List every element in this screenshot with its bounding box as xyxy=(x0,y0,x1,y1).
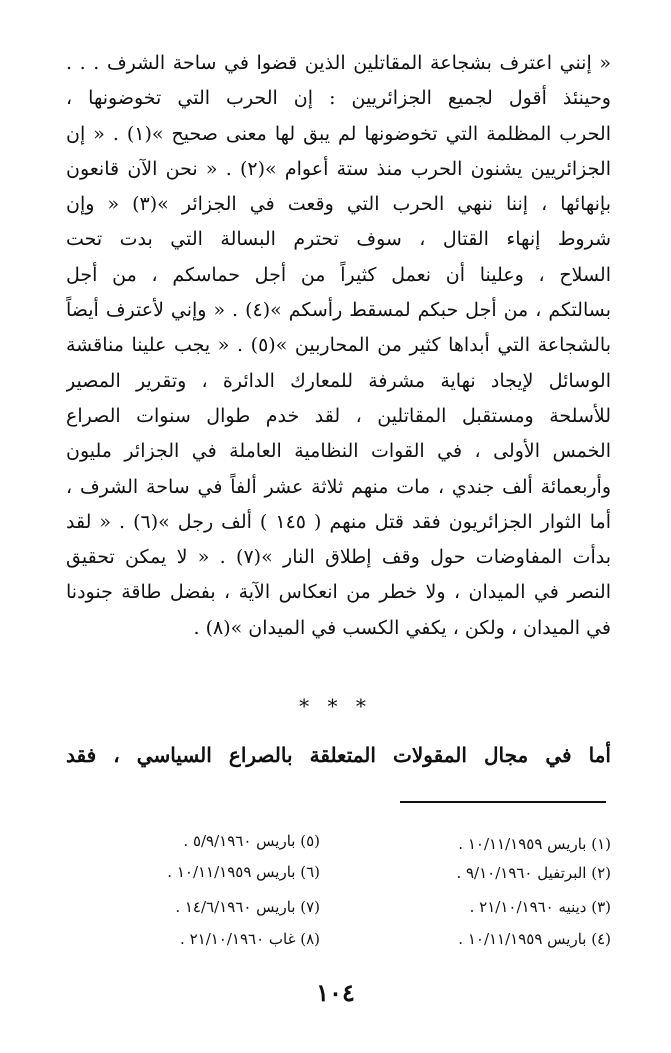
text-line: وأربعمائة ألف جندي ، مات منهم ثلاثة عشر ألفاً في ساحة الشرف ، xyxy=(66,475,611,498)
text-line: النصر في الميدان ، ولا خطر من انعكاس الآية ، بفضل طاقة جنودنا xyxy=(66,581,611,604)
footnote: (١) باريس ١٠/١١/١٩٥٩ . xyxy=(458,835,611,853)
footnote-rule xyxy=(400,801,606,803)
text-line: بإنهائها ، إننا ننهي الحرب التي وقعت في الجزائر »(٣) « وإن xyxy=(66,193,611,216)
text-line: الوسائل لإيجاد نهاية مشرفة للمعارك الدائرة ، وتقرير المصير xyxy=(66,369,611,392)
text-line: الحرب المظلمة التي تخوضونها لم يبق لها معنى صحيح »(١) . « إن xyxy=(66,122,611,145)
text-line: الجزائريين يشنون الحرب منذ ستة أعوام »(٢) . « نحن الآن قانعون xyxy=(66,157,611,180)
footnote: (٦) باريس ١٠/١١/١٩٥٩ . xyxy=(167,863,320,881)
text-line: بدأت المفاوضات حول وقف إطلاق النار »(٧) . « لا يمكن تحقيق xyxy=(66,546,611,569)
footnote: (٧) باريس ١٤/٦/١٩٦٠ . xyxy=(175,898,320,916)
footnote: (٤) باريس ١٠/١١/١٩٥٩ . xyxy=(458,930,611,948)
text-line: السلاح ، وعلينا أن نعمل كثيراً من أجل حماسكم ، من أجل xyxy=(66,263,611,286)
text-line: للأسلحة ومستقبل المقاتلين ، لقد خدم طوال سنوات الصراع xyxy=(66,404,611,427)
text-line: وحينئذ أقول لجميع الجزائريين : إن الحرب التي تخوضونها ، xyxy=(66,87,611,110)
text-line: « إنني اعترف بشجاعة المقاتلين الذين قضوا في ساحة الشرف . . . xyxy=(66,52,611,74)
text-line: الخمس الأولى ، في القوات النظامية العاملة في الجزائر مليون xyxy=(66,440,611,463)
footnote: (٢) البرتفيل ٩/١٠/١٩٦٠ . xyxy=(456,864,611,882)
text-line: في الميدان ، ولكن ، يكفي الكسب في الميدان »(٨) . xyxy=(193,616,611,639)
continuation-line: أما في مجال المقولات المتعلقة بالصراع السياسي ، فقد xyxy=(66,743,611,767)
section-separator: * * * xyxy=(299,694,372,718)
page-number: ١٠٤ xyxy=(316,978,355,1007)
text-line: أما الثوار الجزائريون فقد قتل منهم ( ١٤٥ ) ألف رجل »(٦) . « لقد xyxy=(66,510,611,533)
footnote: (٣) دينيه ٢١/١٠/١٩٦٠ . xyxy=(469,898,611,916)
text-line: بالشجاعة التي أبداها كثير من المحاربين »(٥) . « يجب علينا مناقشة xyxy=(66,334,611,357)
text-line: بسالتكم ، من أجل حبكم لمسقط رأسكم »(٤) . « وإني لأعترف أيضاً xyxy=(66,299,611,322)
text-line: شروط إنهاء القتال ، سوف تحترم البسالة التي بدت تحت xyxy=(66,228,611,251)
footnote: (٥) باريس ٥/٩/١٩٦٠ . xyxy=(183,832,320,850)
footnote: (٨) غاب ٢١/١٠/١٩٦٠ . xyxy=(180,930,320,948)
body-text xyxy=(66,46,611,646)
